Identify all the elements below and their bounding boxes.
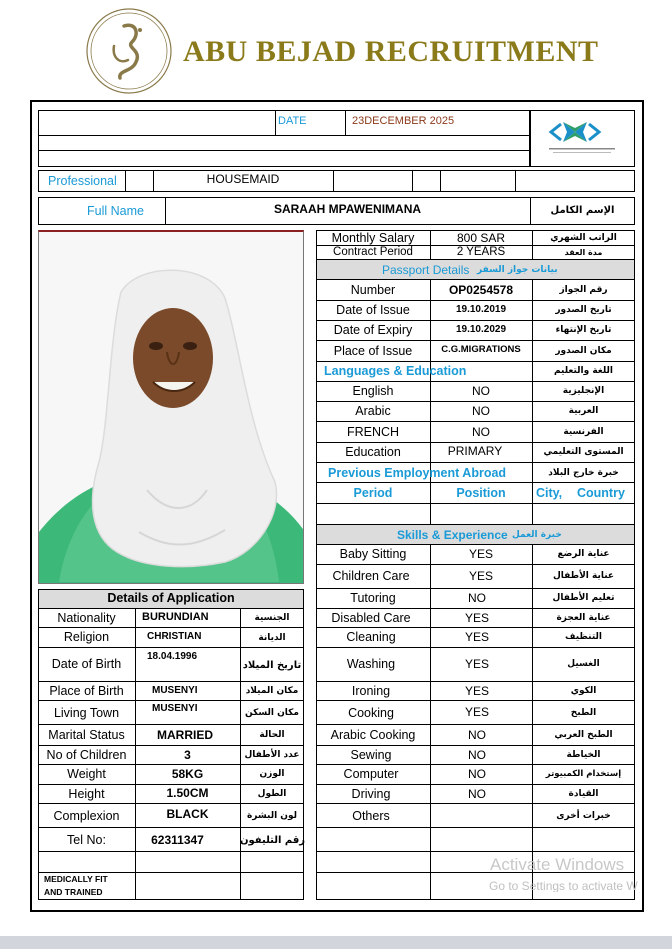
company-name: ABU BEJAD RECRUITMENT xyxy=(183,35,599,68)
application-title: Details of Application xyxy=(107,591,235,605)
professional-label: Professional xyxy=(48,174,117,188)
employment-col-country: Country xyxy=(577,486,625,500)
activate-windows-subtitle[interactable]: Go to Settings to activate W xyxy=(489,880,638,892)
bottom-edge xyxy=(0,936,672,949)
skills-title-ar: خبرة العمل xyxy=(512,530,562,540)
employment-col-position: Position xyxy=(456,486,506,500)
professional-row xyxy=(38,170,635,192)
company-logo xyxy=(84,6,174,96)
salary-label-ar: الراتب الشهري xyxy=(550,233,617,243)
employment-col-city: City, xyxy=(536,486,563,500)
passport-section-header xyxy=(317,260,634,279)
and-trained-label: AND TRAINED xyxy=(44,887,103,897)
full-name-label-ar: الإسم الكامل xyxy=(550,205,615,216)
employment-title-ar: خبرة خارج البلاد xyxy=(548,468,619,478)
skills-title: Skills & Experience xyxy=(397,528,508,542)
professional-value: HOUSEMAID xyxy=(206,172,280,186)
salary-value: 800 SAR xyxy=(456,231,506,245)
languages-title-ar: اللغة والتعليم xyxy=(553,366,614,376)
activate-windows-title: Activate Windows xyxy=(490,855,625,874)
medically-fit-label: MEDICALLY FIT xyxy=(44,874,108,884)
period-label: Contract Period xyxy=(333,246,413,258)
salary-label: Monthly Salary xyxy=(331,231,415,245)
passport-title: Passport Details xyxy=(382,263,470,277)
period-value: 2 YEARS xyxy=(456,246,506,258)
agency-logo xyxy=(547,118,617,156)
languages-title: Languages & Education xyxy=(324,364,467,378)
applicant-photo xyxy=(38,230,304,584)
full-name-label: Full Name xyxy=(87,204,144,218)
employment-col-period: Period xyxy=(353,486,393,500)
date-label: DATE xyxy=(278,115,307,127)
period-label-ar: مدة العقد xyxy=(564,248,603,257)
passport-title-ar: بيانات جواز السفر xyxy=(477,265,558,275)
full-name-value: SARAAH MPAWENIMANA xyxy=(273,202,422,216)
employment-title: Previous Employment Abroad xyxy=(328,466,507,480)
date-value: 23DECEMBER 2025 xyxy=(352,115,455,127)
